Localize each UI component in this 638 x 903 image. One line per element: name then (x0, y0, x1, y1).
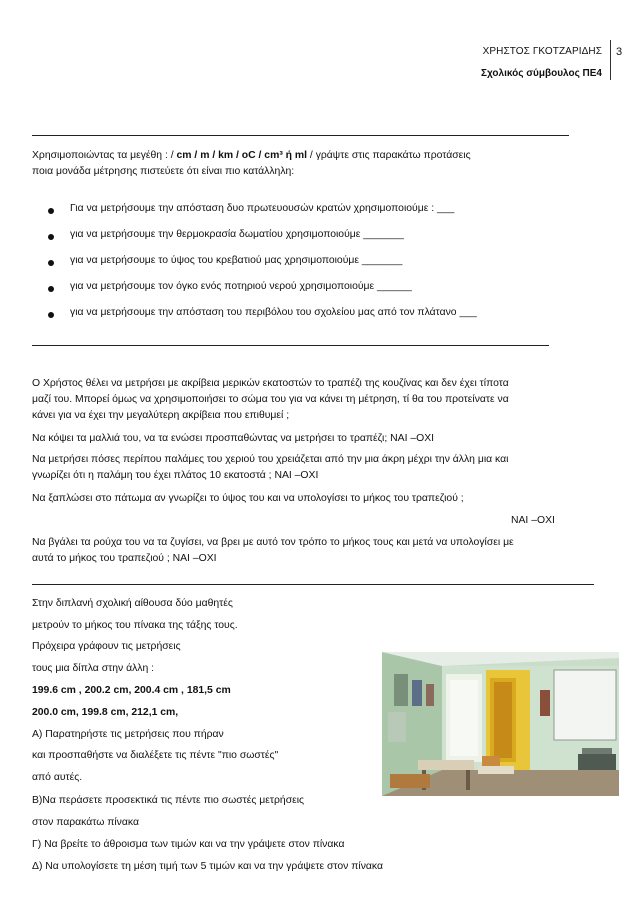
units-intro-line2: ποια μονάδα μέτρησης πιστεύετε ότι είναι πιο κατάλληλη: (32, 166, 295, 177)
rule-bottom (32, 584, 594, 585)
bullet-item: για να μετρήσουμε την θερμοκρασία δωματίου χρησιμοποιούμε _______ (70, 229, 404, 240)
header-divider (610, 40, 611, 80)
task-b-line-1: Β)Να περάσετε προσεκτικά τις πέντε πιο σωστές μετρήσεις (32, 795, 305, 806)
question-lie-down: Να ξαπλώσει στο πάτωμα αν γνωρίζει το ύψος του και να υπολογίσει το μήκος του τραπεζιού ; (32, 493, 464, 504)
bullet-item: για να μετρήσουμε το ύψος του κρεβατιού μας χρησιμοποιούμε _______ (70, 255, 403, 266)
header-role: Σχολικός σύμβουλος ΠΕ4 (481, 68, 602, 79)
page-number: 3 (616, 46, 623, 58)
task-a-line-1: Α) Παρατηρήστε τις μετρήσεις που πήραν (32, 729, 224, 740)
units-list: cm / m / km / oC / cm³ ή ml (176, 150, 310, 161)
task-d: Δ) Να υπολογίσετε τη μέση τιμή των 5 τιμών και να την γράψετε στον πίνακα (32, 861, 383, 872)
bullet-item: για να μετρήσουμε την απόσταση του περιβόλου του σχολείου μας από τον πλάτανο ___ (70, 307, 477, 318)
question-lie-down-answer: ΝΑΙ –ΟΧΙ (511, 515, 555, 526)
problem-line-1: Ο Χρήστος θέλει να μετρήσει με ακρίβεια μερικών εκατοστών το τραπέζι της κουζίνας και δεν έχει τίποτα (32, 378, 509, 389)
bullet-item: για να μετρήσουμε τον όγκο ενός ποτηριού νερού χρησιμοποιούμε ______ (70, 281, 412, 292)
bullet-icon (48, 208, 54, 214)
question-clothes-line-1: Να βγάλει τα ρούχα του να τα ζυγίσει, να βρει με αυτό τον τρόπο το μήκος τους και μετά να υπολογίσει με (32, 537, 514, 548)
rule-top (32, 135, 569, 136)
bullet-icon (48, 260, 54, 266)
problem-line-2: μαζί του. Μπορεί όμως να χρησιμοποιήσει το σώμα του για να κάνει τη μέτρηση, τί θα του προτείνατε να (32, 394, 509, 405)
classroom-text: μετρούν το μήκος του πίνακα της τάξης τους. (32, 620, 238, 631)
task-a-line-3: από αυτές. (32, 772, 83, 783)
classroom-text: Στην διπλανή σχολική αίθουσα δύο μαθητές (32, 598, 233, 609)
bullet-item: Για να μετρήσουμε την απόσταση δυο πρωτευουσών κρατών χρησιμοποιούμε : ___ (70, 203, 455, 214)
problem-line-3: κάνει για να έχει την μεγαλύτερη ακρίβεια που επιθυμεί ; (32, 410, 290, 421)
bullet-icon (48, 286, 54, 292)
task-c: Γ) Να βρείτε το άθροισμα των τιμών και να την γράψετε στον πίνακα (32, 839, 345, 850)
classroom-photo (382, 652, 619, 796)
measurements-row-1: 199.6 cm , 200.2 cm, 200.4 cm , 181,5 cm (32, 685, 231, 696)
rule-mid (32, 345, 549, 346)
classroom-text: Πρόχειρα γράφουν τις μετρήσεις (32, 641, 181, 652)
bullet-icon (48, 234, 54, 240)
bullet-icon (48, 312, 54, 318)
header-author: ΧΡΗΣΤΟΣ ΓΚΟΤΖΑΡΙΔΗΣ (482, 46, 602, 57)
task-a-line-2: και προσπαθήστε να διαλέξετε τις πέντε "πιο σωστές" (32, 750, 279, 761)
question-hair: Να κόψει τα μαλλιά του, να τα ενώσει προσπαθώντας να μετρήσει το τραπέζι; ΝΑΙ –ΟΧΙ (32, 433, 435, 444)
classroom-text: τους μια δίπλα στην άλλη : (32, 663, 155, 674)
task-b-line-2: στον παρακάτω πίνακα (32, 817, 139, 828)
question-palms-line-1: Να μετρήσει πόσες περίπου παλάμες του χεριού του χρειάζεται από την μια άκρη μέχρι την άλλη μια και (32, 454, 509, 465)
question-clothes-line-2: αυτά το μήκος του τραπεζιού ; ΝΑΙ –ΟΧΙ (32, 553, 217, 564)
question-palms-line-2: γνωρίζει ότι η παλάμη του έχει πλάτος 10 εκατοστά ; ΝΑΙ –ΟΧΙ (32, 470, 319, 481)
measurements-row-2: 200.0 cm, 199.8 cm, 212,1 cm, (32, 707, 179, 718)
units-intro: Χρησιμοποιώντας τα μεγέθη : / cm / m / km / oC / cm³ ή ml / γράψτε στις παρακάτω προτάσεις (32, 150, 471, 161)
